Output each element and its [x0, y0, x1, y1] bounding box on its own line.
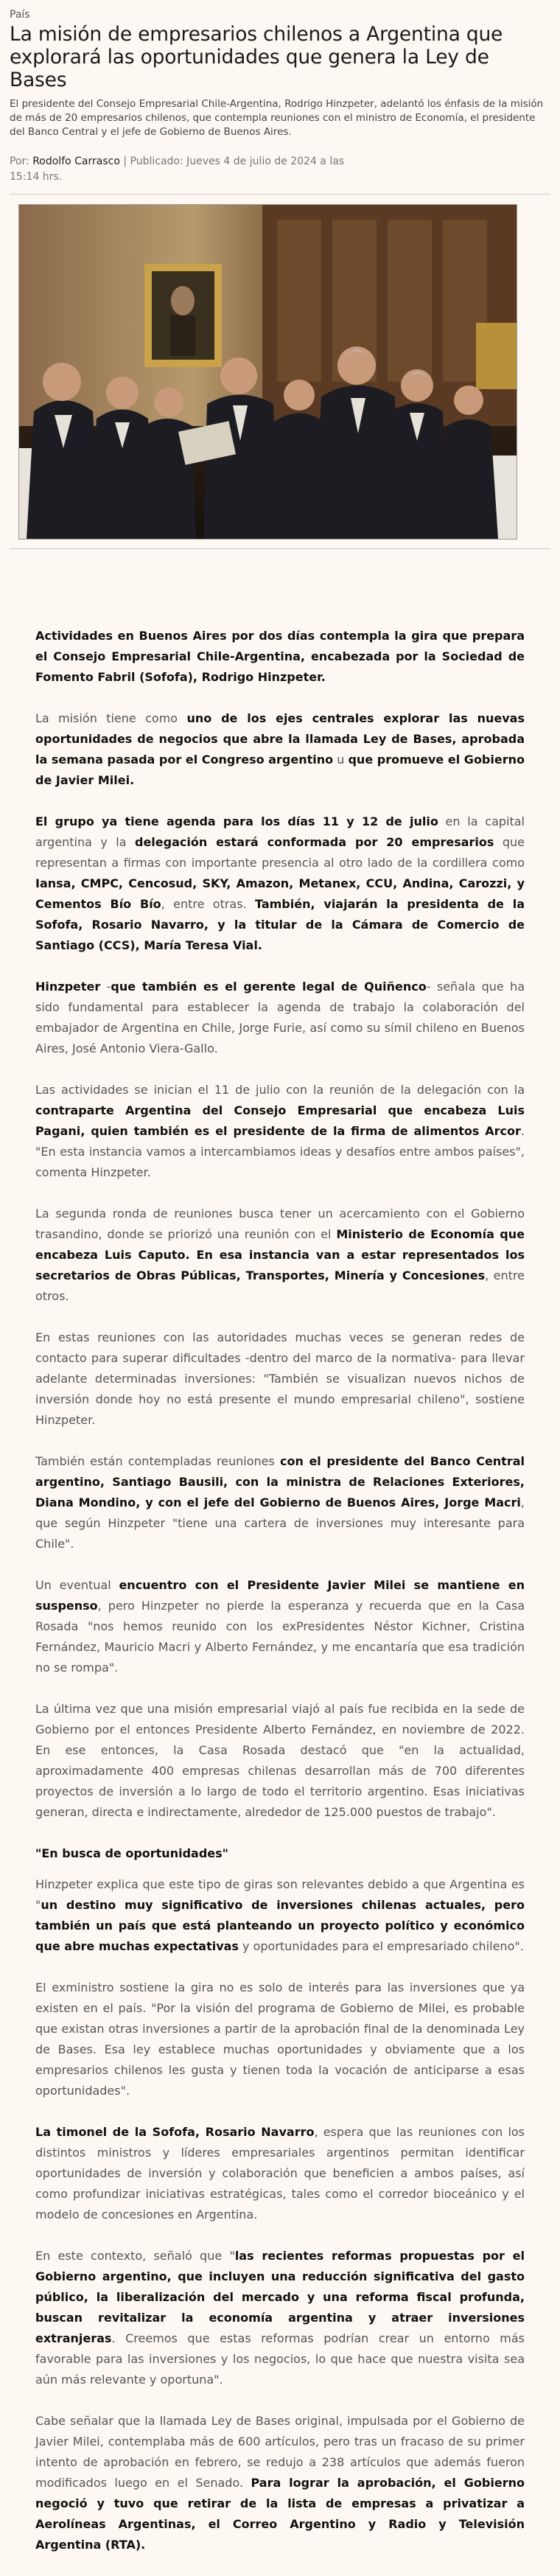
paragraph-11 [35, 1874, 525, 1957]
paragraph-8-text-2: , que según Hinzpeter "tiene una cartera de inversiones muy interesante para Chile". [35, 1495, 525, 1551]
paragraph-13-text-1: , espera que las reuniones con los distintos ministros y líderes empresariales argentinos permitan identificar oportunidades de inversión y colaboración que beneficien a ambos países, así como profundizar iniciativas estratégicas, tales como el corredor bioceánico y el modelo de concesiones en Argentina. [35, 2125, 525, 2221]
paragraph-2-text-1: La misión tiene como [35, 711, 187, 725]
paragraph-9-text-1: Un eventual [35, 1578, 119, 1592]
paragraph-1 [35, 626, 525, 688]
paragraph-4-bold-1: Hinzpeter [35, 980, 101, 994]
article-subhead: "En busca de oportunidades" [35, 1846, 228, 1860]
paragraph-9-bold-1: encuentro con el Presidente Javier Milei se mantiene en suspenso [35, 1578, 525, 1613]
paragraph-12-text-1: El exministro sostiene la gira no es solo de interés para las inversiones que ya existen en el país. "Por la visión del programa de Gobierno de Milei, es probable que existan otras inversiones a partir de la aprobación final de la denominada Ley de Bases. Esa ley establece muchas oportunidades y obviamente que a los empresarios chilenos les gusta y tienen toda la vocación de anticiparse a esas oportunidades". [35, 1980, 525, 2098]
paragraph-2-text-2: u [333, 753, 349, 767]
byline [10, 154, 349, 185]
paragraph-2-bold-2: que promueve el Gobierno de Javier Milei. [35, 753, 525, 787]
paragraph-4 [35, 977, 525, 1059]
paragraph-3-bold-1: El grupo ya tiene agenda para los días 11 y 12 de julio [35, 814, 438, 828]
paragraph-11-text-1: Hinzpeter explica que este tipo de giras son relevantes debido a que Argentina es " [35, 1877, 525, 1912]
paragraph-7 [35, 1327, 525, 1431]
paragraph-14-bold-1: las recientes reformas propuestas por el Gobierno argentino, que incluyen una reducción significativa del gasto público, la liberalización del mercado y una reforma fiscal profunda, buscan revitalizar la economía argentina y atraer inversiones extranjeras [35, 2249, 525, 2345]
paragraph-3-text-1: en la capital argentina y la [35, 814, 525, 849]
paragraph-10-text-1: La última vez que una misión empresarial viajó al país fue recibida en la sede de Gobierno por el entonces Presidente Alberto Fernández, en noviembre de 2022. En ese entonces, la Casa Rosada destacó que "en la actualidad, aproximadamente 400 empresas chilenas desarrollan más de 700 diferentes proyectos de inversión a lo largo de todo el territorio argentino. Esas iniciativas generan, directa e indirectamente, alrededor de 125.000 puestos de trabajo". [35, 1702, 525, 1819]
paragraph-3 [35, 811, 525, 956]
paragraph-2-bold-1: uno de los ejes centrales explorar las nuevas oportunidades de negocios que abre la llamada Ley de Bases, aprobada la semana pasada por el Congreso argentino [35, 711, 525, 767]
paragraph-3-bold-3: Iansa, CMPC, Cencosud, SKY, Amazon, Metanex, CCU, Andina, Carozzi, y Cementos Bío Bío [35, 876, 525, 911]
paragraph-8-text-1: También están contempladas reuniones [35, 1454, 280, 1468]
paragraph-10 [35, 1699, 525, 1823]
photo-divider [10, 548, 550, 549]
paragraph-4-text-2: - señala que ha sido fundamental para establecer la agenda de trabajo la colaboración del embajador de Argentina en Chile, Jorge Furie, así como su símil chileno en Buenos Aires, José Antonio Viera-Gallo. [35, 980, 525, 1055]
header-divider [10, 194, 550, 195]
paragraph-15-bold-1: Para lograr la aprobación, el Gobierno negoció y tuvo que retirar de la lista de empresas a privatizar a Aerolíneas Argentinas, el Correo Argentino y Radio y Televisión Argentina (RTA). [35, 2476, 525, 2552]
paragraph-8 [35, 1451, 525, 1554]
paragraph-2 [35, 708, 525, 791]
paragraph-4-text-1: - [100, 980, 111, 994]
published-date: | Publicado: Jueves 4 de julio de 2024 a las 15:14 hrs. [10, 156, 345, 183]
paragraph-6-bold-1: Ministerio de Economía que encabeza Luis Caputo. En esa instancia van a estar representados los secretarios de Obras Públicas, Transportes, Minería y Concesiones [35, 1227, 525, 1282]
paragraph-5-bold-1: contraparte Argentina del Consejo Empresarial que encabeza Luis Pagani, quien también es el presidente de la firma de alimentos Arcor [35, 1103, 525, 1138]
paragraph-11-text-2: y oportunidades para el empresariado chileno". [238, 1939, 524, 1953]
paragraph-3-text-3: , entre otras. [161, 897, 255, 911]
paragraph-8-bold-1: con el presidente del Banco Central argentino, Santiago Bausili, con la ministra de Relaciones Exteriores, Diana Mondino, y con el jefe del Gobierno de Buenos Aires, Jorge Macri [35, 1454, 525, 1509]
paragraph-9 [35, 1575, 525, 1678]
paragraph-15 [35, 2411, 525, 2555]
paragraph-3-bold-4: También, viajarán la presidenta de la Sofofa, Rosario Navarro, y la titular de la Cámara de Comercio de Santiago (CCS), María Teresa Vial. [35, 897, 525, 952]
headline: La misión de empresarios chilenos a Argentina que explorará las oportunidades que genera la Ley de Bases [10, 23, 503, 91]
paragraph-3-text-2: que representan a firmas con importante presencia al otro lado de la cordillera como [35, 835, 525, 870]
paragraph-7-text-1: En estas reuniones con las autoridades muchas veces se generan redes de contacto para superar dificultades -dentro del marco de la normativa- para llevar adelante determinadas inversiones: "También se visualizan nuevos nichos de inversión donde hoy no está presente el mundo empresarial chileno", sostiene Hinzpeter. [35, 1330, 525, 1427]
paragraph-15-text-1: Cabe señalar que la llamada Ley de Bases original, impulsada por el Gobierno de Javier Milei, contemplaba más de 600 artículos, pero tras un fracaso de su primer intento de aprobación en febrero, se redujo a 238 artículos que además fueron modificados luego en el Senado. [35, 2414, 525, 2490]
byline-por-label: Por: [10, 156, 33, 167]
news-photo[interactable] [18, 204, 517, 540]
paragraph-13 [35, 2122, 525, 2225]
lede: El presidente del Consejo Empresarial Chile-Argentina, Rodrigo Hinzpeter, adelantó los énfasis de la misión de más de 20 empresarios chilenos, que contempla reuniones con el ministro de Economía, el presidente del Banco Central y el jefe de Gobierno de Buenos Aires. [10, 98, 544, 138]
paragraph-6-text-1: La segunda ronda de reuniones busca tener un acercamiento con el Gobierno trasandino, donde se priorizó una reunión con el [35, 1207, 525, 1241]
photo-container [0, 204, 560, 540]
article-header [0, 0, 560, 195]
paragraph-13-bold-1: La timonel de la Sofofa, Rosario Navarro [35, 2125, 315, 2139]
paragraph-14-text-1: En este contexto, señaló que " [35, 2249, 235, 2263]
paragraph-5 [35, 1080, 525, 1183]
paragraph-11-bold-1: un destino muy significativo de inversiones chilenas actuales, pero también un país que está planteando un proyecto político y económico que abre muchas expectativas [35, 1898, 525, 1953]
paragraph-6-text-2: , entre otros. [35, 1268, 525, 1303]
paragraph-4-bold-2: que también es el gerente legal de Quiñenco [111, 980, 427, 994]
paragraph-5-text-1: Las actividades se inician el 11 de julio con la reunión de la delegación con la [35, 1083, 525, 1097]
paragraph-1-bold: Actividades en Buenos Aires por dos días contempla la gira que prepara el Consejo Empresarial Chile-Argentina, encabezada por la Sociedad de Fomento Fabril (Sofofa), Rodrigo Hinzpeter. [35, 629, 525, 684]
paragraph-14-text-2: . Creemos que estas reformas podrían crear un entorno más favorable para las inversiones y los negocios, lo que hace que nuestra visita sea aún más relevante y oportuna". [35, 2331, 525, 2387]
section-label[interactable]: País [10, 9, 30, 21]
paragraph-14 [35, 2246, 525, 2390]
paragraph-6 [35, 1204, 525, 1307]
author-name[interactable]: Rodolfo Carrasco [32, 156, 120, 167]
paragraph-12 [35, 1978, 525, 2101]
article-body [0, 626, 560, 2555]
paragraph-9-text-2: , pero Hinzpeter no pierde la esperanza y recuerda que en la Casa Rosada "nos hemos reunido con los exPresidentes Néstor Kichner, Cristina Fernández, Mauricio Macri y Alberto Fernández, y me encantaría que esa tradición no se rompa". [35, 1599, 525, 1675]
paragraph-5-text-2: . "En esta instancia vamos a intercambiamos ideas y desafíos entre ambos países", comenta Hinzpeter. [35, 1124, 525, 1179]
paragraph-3-bold-2: delegación estará conformada por 20 empresarios [135, 835, 494, 849]
